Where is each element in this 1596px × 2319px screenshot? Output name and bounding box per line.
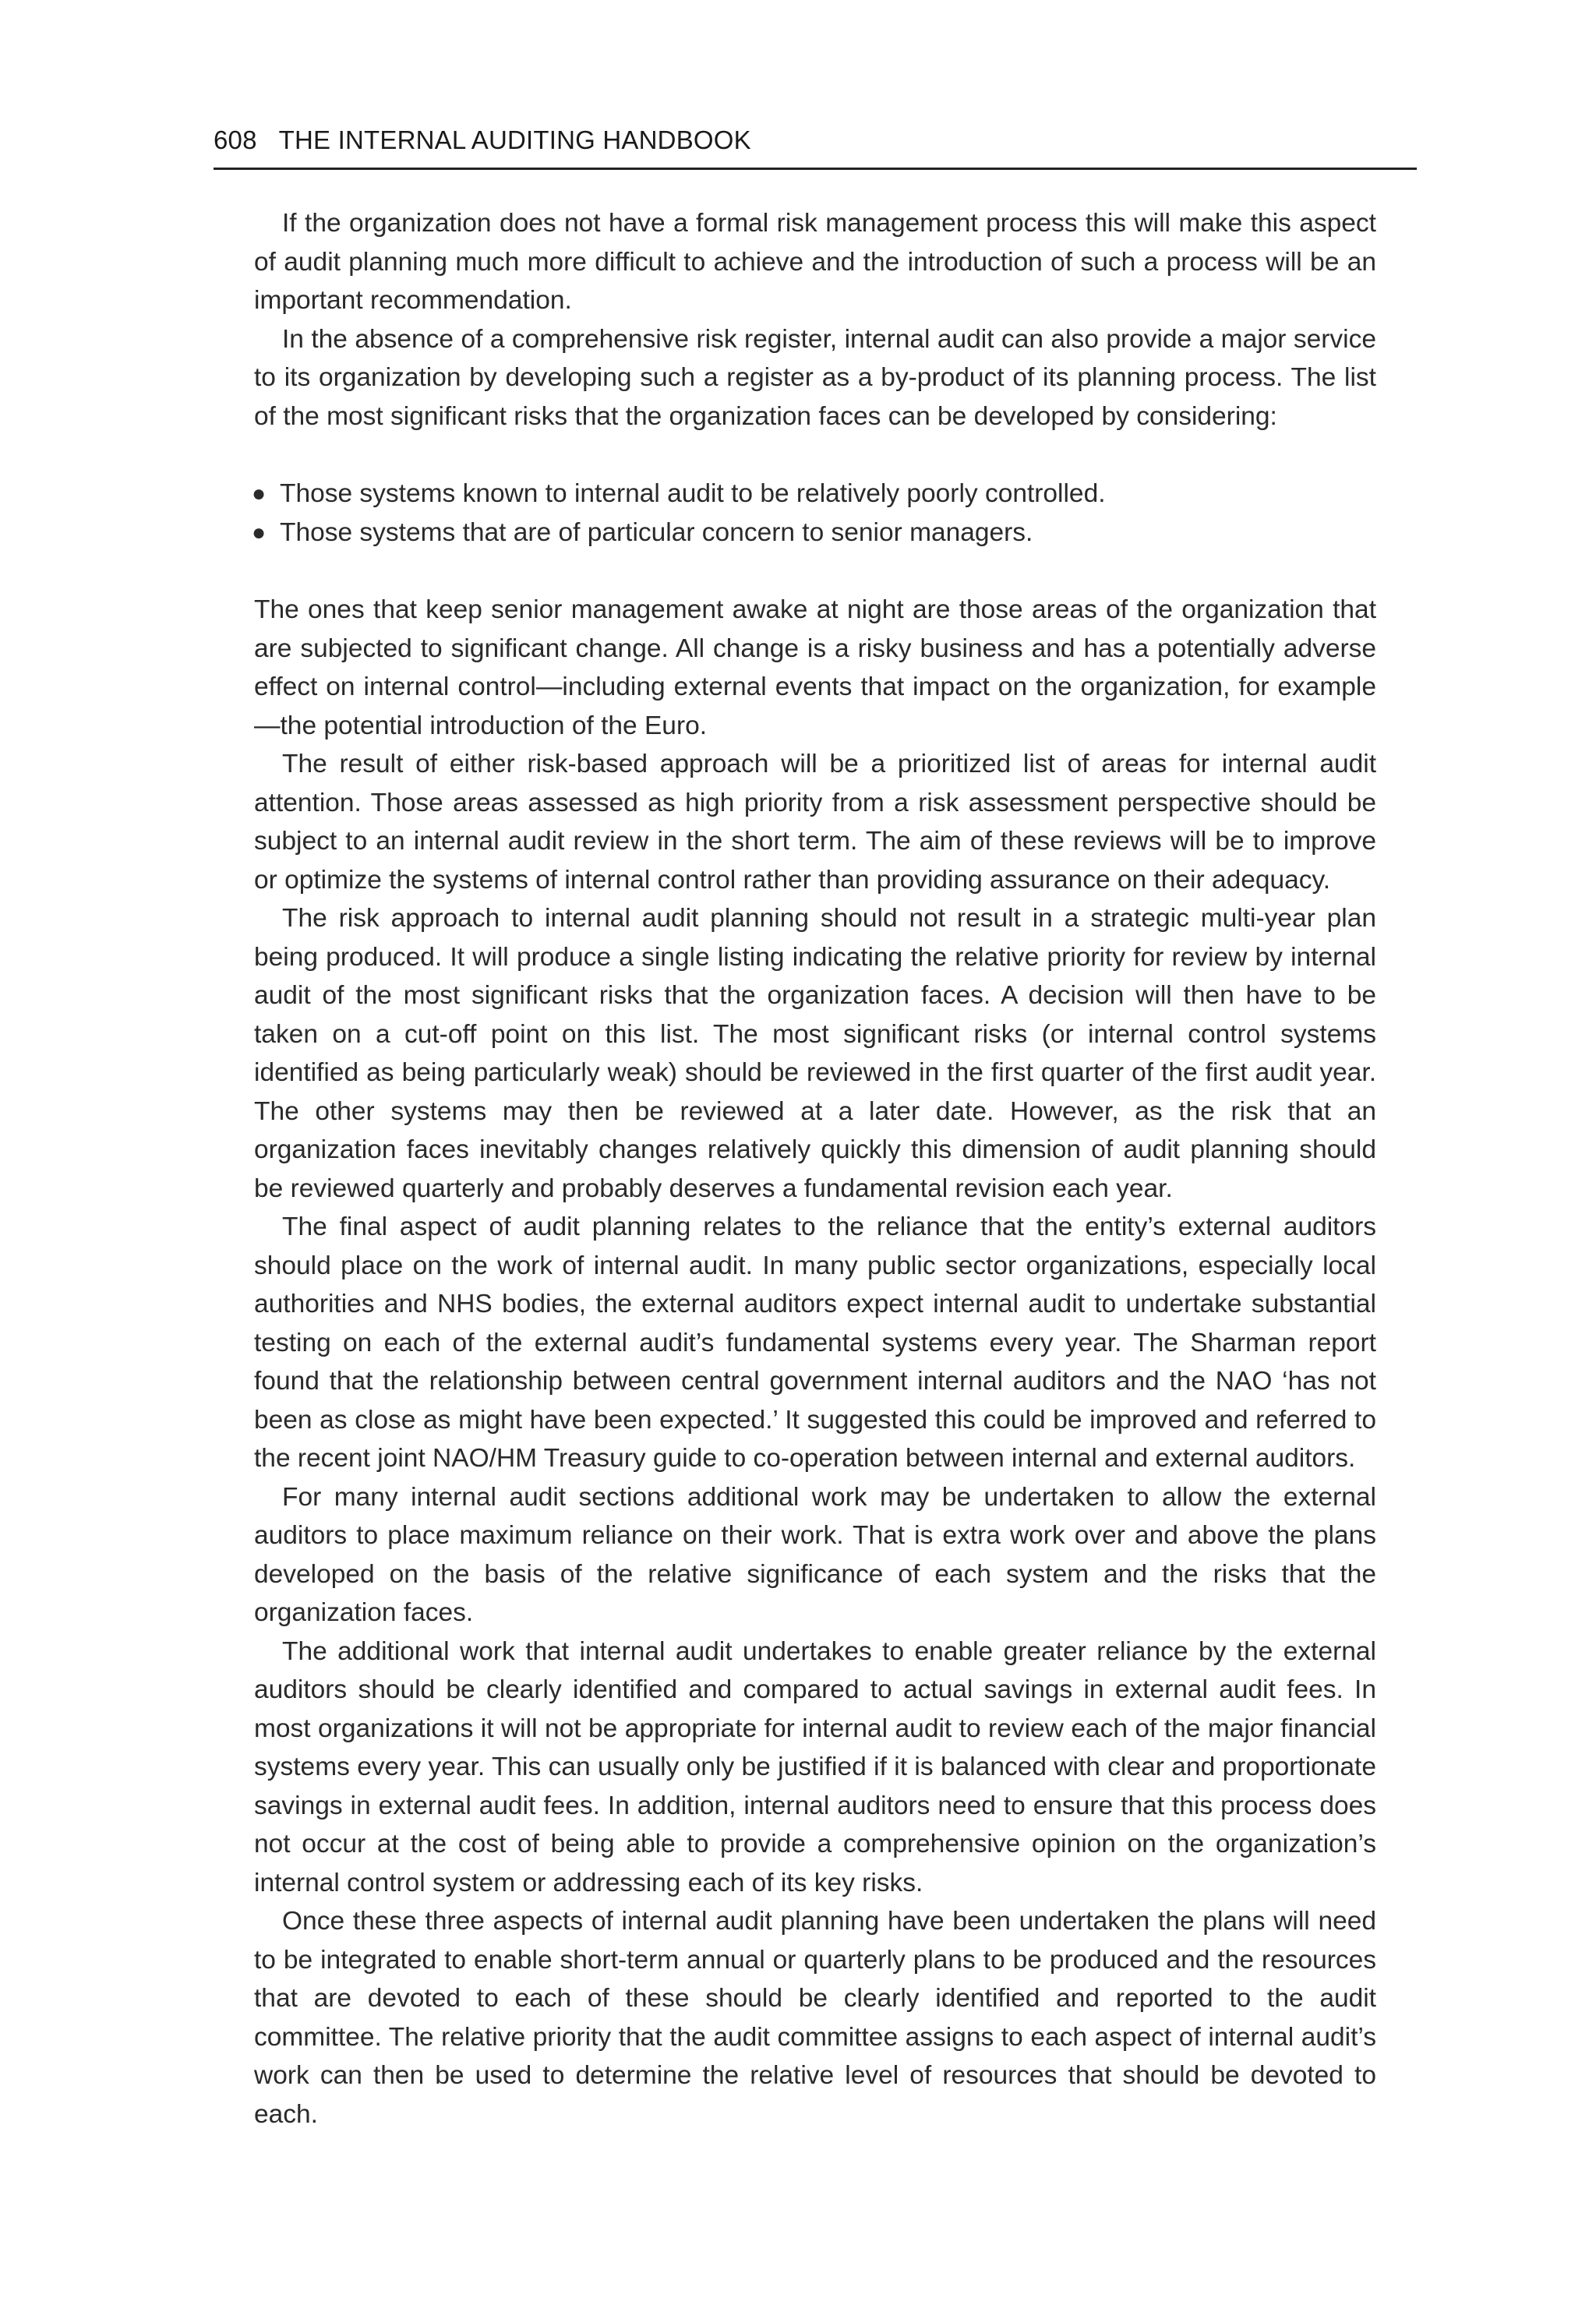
paragraph-6: The final aspect of audit planning relates to the reliance that the entity’s external auditors should place on the work of internal audit. In many public sector organizations, especially local authorities and NHS bodies, the external auditors expect internal audit to undertake substantial testing on each of the external audit’s fundamental systems every year. The Sharman report found that the relationship between central government internal auditors and the NAO ‘has not been as close as might have been expected.’ It suggested this could be improved and referred to the recent joint NAO/HM Treasury guide to co-operation between internal and external auditors. — [254, 1212, 1376, 1473]
paragraph-4: The result of either risk-based approach will be a prioritized list of areas for internal audit attention. Those areas assessed as high priority from a risk assessment perspective should be subject to an internal audit review in the short term. The aim of these reviews will be to improve or optimize the systems of internal control rather than providing assurance on their adequacy. — [254, 750, 1376, 895]
list-item-text: Those systems known to internal audit to be relatively poorly controlled. — [280, 479, 1106, 508]
paragraph-8: The additional work that internal audit undertakes to enable greater reliance by the external auditors should be clearly identified and compared to actual savings in external audit fees. In most organizations it will not be appropriate for internal audit to review each of the major financial systems every year. This can usually only be justified if it is balanced with clear and proportionate savings in external audit fees. In addition, internal auditors need to ensure that this process does not occur at the cost of being able to provide a comprehensive opinion on the organization’s internal control system or addressing each of its key risks. — [254, 1636, 1376, 1897]
running-head — [214, 122, 1417, 170]
book-title: THE INTERNAL AUDITING HANDBOOK — [278, 125, 751, 154]
paragraph-9: Once these three aspects of internal audit planning have been undertaken the plans will need to be integrated to enable short-term annual or quarterly plans to be produced and the resources that are devoted to each of these should be clearly identified and reported to the audit committee. The relative priority that the audit committee assigns to each aspect of internal audit’s work can then be used to determine the relative level of resources that should be devoted to each. — [254, 1907, 1376, 2129]
paragraph-3: The ones that keep senior management awake at night are those areas of the organization that are subjected to significant change. All change is a risky business and has a potentially adverse effect on internal control—including external events that impact on the organization, for example—the potential introduction of the Euro. — [254, 595, 1376, 740]
page-number: 608 — [214, 125, 257, 154]
body-text — [254, 204, 1376, 2134]
bullet-icon: ● — [252, 519, 267, 545]
bullet-icon: ● — [252, 481, 267, 507]
paragraph-2: In the absence of a comprehensive risk register, internal audit can also provide a major service to its organization by developing such a register as a by-product of its planning process. The list of the most significant risks that the organization faces can be developed by considering: — [254, 324, 1376, 431]
paragraph-5: The risk approach to internal audit planning should not result in a strategic multi-year plan being produced. It will produce a single listing indicating the relative priority for review by internal audit of the most significant risks that the organization faces. A decision will then have to be taken on a cut-off point on this list. The most significant risks (or internal control systems identified as being particularly weak) should be reviewed in the first quarter of the first audit year. The other systems may then be reviewed at a later date. However, as the risk that an organization faces inevitably changes relatively quickly this dimension of audit planning should be reviewed quarterly and probably deserves a fundamental revision each year. — [254, 904, 1376, 1203]
paragraph-1: If the organization does not have a formal risk management process this will make this aspect of audit planning much more difficult to achieve and the introduction of such a process will be an important recommendation. — [254, 209, 1376, 315]
bullet-list — [254, 475, 1376, 552]
list-item-text: Those systems that are of particular concern to senior managers. — [280, 517, 1033, 547]
list-item — [252, 514, 1376, 552]
list-item — [252, 475, 1376, 514]
paragraph-7: For many internal audit sections additional work may be undertaken to allow the external auditors to place maximum reliance on their work. That is extra work over and above the plans developed on the basis of the relative significance of each system and the risks that the organization faces. — [254, 1482, 1376, 1627]
